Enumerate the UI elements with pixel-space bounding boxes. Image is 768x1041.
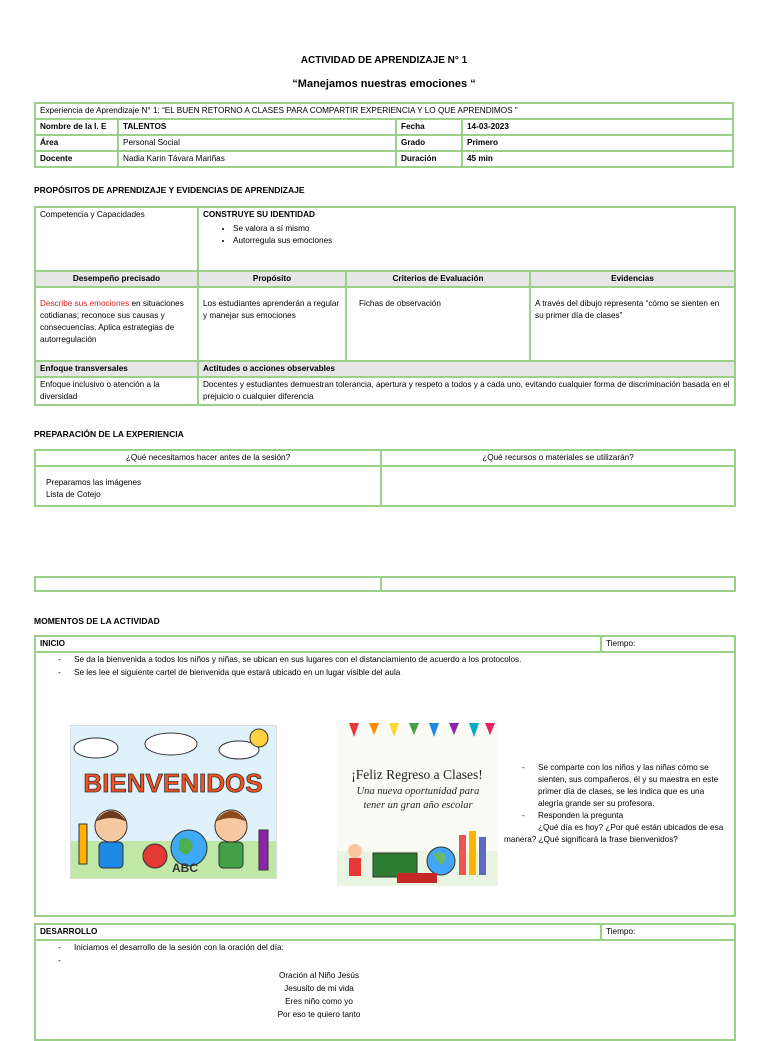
desarrollo-item: - Iniciamos el desarrollo de la sesión con la oración del día:	[58, 942, 730, 955]
prayer-line: Eres niño como yo	[285, 997, 353, 1006]
proposito-cell: Los estudiantes aprenderán a regular y manejar sus emociones	[198, 287, 346, 361]
inicio-side-text	[504, 762, 730, 846]
prayer-title: Oración al Niño Jesús	[278, 971, 360, 980]
propositos-table	[34, 206, 736, 406]
info-table	[34, 102, 734, 168]
dash-mark: -	[522, 811, 525, 820]
prayer-line: Jesusito de mi vida	[284, 984, 354, 993]
regreso-illustration	[337, 723, 498, 886]
desarrollo-body	[35, 940, 735, 1040]
competencia-title: CONSTRUYE SU IDENTIDAD	[203, 210, 315, 219]
prep-question-2: ¿Qué recursos o materiales se utilizarán?	[381, 450, 735, 466]
regreso-image	[337, 723, 498, 886]
empty-cell	[381, 577, 735, 591]
enfoque-label: Enfoque transversales	[35, 361, 198, 377]
nombre-label: Nombre de la I. E	[35, 119, 118, 135]
bienvenidos-image	[70, 725, 277, 879]
abc-text: ABC	[172, 861, 198, 875]
desarrollo-label: DESARROLLO	[35, 924, 601, 940]
empty-cell	[35, 577, 381, 591]
prep-question-1: ¿Qué necesitamos hacer antes de la sesión?	[35, 450, 381, 466]
area-label: Área	[35, 135, 118, 151]
competencia-label: Competencia y Capacidades	[35, 207, 198, 271]
fecha-label: Fecha	[396, 119, 462, 135]
actitudes-value: Docentes y estudiantes demuestran tolerancia, apertura y respeto a todos y a cada uno, evitando cualquier forma de discriminación basada en el prejuicio o cualquier diferencia	[198, 377, 735, 405]
header-evidencias: Evidencias	[530, 271, 735, 287]
docente-value: Nadia Karin Távara Mariñas	[118, 151, 396, 167]
inicio-tiempo: Tiempo:	[601, 636, 735, 652]
regreso-title: ¡Feliz Regreso a Clases!	[351, 767, 483, 782]
section-preparacion: PREPARACIÓN DE LA EXPERIENCIA	[34, 429, 184, 439]
page-title: ACTIVIDAD DE APRENDIZAJE N° 1	[300, 55, 468, 66]
actitudes-label: Actitudes o acciones observables	[198, 361, 735, 377]
capacidad-item: • Autorregula sus emociones	[233, 235, 730, 247]
prep-item: Lista de Cotejo	[46, 490, 101, 499]
header-desempeno: Desempeño precisado	[35, 271, 198, 287]
side-item-2	[504, 810, 730, 822]
bienvenidos-text: BIENVENIDOS	[83, 768, 263, 798]
header-proposito: Propósito	[198, 271, 346, 287]
inicio-label: INICIO	[35, 636, 601, 652]
preparacion-table	[34, 449, 736, 507]
capacidades-list	[203, 223, 730, 247]
desempeno-highlight: Describe sus emociones	[40, 299, 130, 308]
experiencia-cell: Experiencia de Aprendizaje N° 1: “EL BUEN RETORNO A CLASES PARA COMPARTIR EXPERIENCIA Y LO QUE APRENDIMOS ”	[35, 103, 733, 119]
side-item-1	[504, 762, 730, 810]
side-question: ¿Qué día es hoy? ¿Por qué están ubicados de esa manera? ¿Qué significará la frase bienvenidos?	[504, 823, 724, 844]
prep-items-cell	[35, 466, 381, 506]
criterios-cell: Fichas de observación	[346, 287, 530, 361]
inicio-item: - Se les lee el siguiente cartel de bienvenida que estará ubicado en un lugar visible del aula	[58, 667, 730, 680]
enfoque-value: Enfoque inclusivo o atención a la diversidad	[35, 377, 198, 405]
grado-label: Grado	[396, 135, 462, 151]
nombre-value: TALENTOS	[118, 119, 396, 135]
desarrollo-empty-item	[58, 955, 730, 968]
section-propositos: PROPÓSITOS DE APRENDIZAJE Y EVIDENCIAS DE APRENDIZAJE	[34, 185, 305, 195]
empty-table	[34, 576, 736, 592]
prayer-line: Por eso te quiero tanto	[277, 1010, 361, 1019]
side-item-1-text: Se comparte con los niños y las niñas cómo se sienten, sus compañeros, él y su maestra en este primer día de clases, se les indica que es una alegría grande ser su profesora.	[538, 763, 719, 808]
docente-label: Docente	[35, 151, 118, 167]
bienvenidos-illustration	[71, 726, 276, 878]
regreso-subtitle: Una nueva oportunidad para tener un gran año escolar	[356, 786, 480, 811]
desarrollo-tiempo: Tiempo:	[601, 924, 735, 940]
desempeno-cell	[35, 287, 198, 361]
dash-mark: -	[522, 763, 525, 772]
area-value: Personal Social	[118, 135, 396, 151]
competencia-cell	[198, 207, 735, 271]
capacidad-item: • Se valora a sí mismo	[233, 223, 730, 235]
fecha-value: 14-03-2023	[462, 119, 733, 135]
header-criterios: Criterios de Evaluación	[346, 271, 530, 287]
section-momentos: MOMENTOS DE LA ACTIVIDAD	[34, 616, 160, 626]
side-item-2-text: Responden la pregunta	[538, 811, 624, 820]
desempeno-text: en situaciones cotidianas; reconoce sus causas y consecuencias. Aplica estrategias de autorregulación	[40, 299, 184, 344]
prep-item: Preparamos las imágenes	[46, 478, 142, 487]
prayer-block	[214, 969, 424, 1021]
prep-resources-cell	[381, 466, 735, 506]
evidencias-cell: A través del dibujo representa “cómo se sienten en su primer día de clases”	[530, 287, 735, 361]
duracion-label: Duración	[396, 151, 462, 167]
grado-value: Primero	[462, 135, 733, 151]
inicio-item: - Se da la bienvenida a todos los niños y niñas, se ubican en sus lugares con el distanciamiento de acuerdo a los protocolos.	[58, 654, 730, 667]
desarrollo-table	[34, 923, 736, 1041]
page-subtitle: “Manejamos nuestras emociones “	[292, 78, 476, 90]
duracion-value: 45 min	[462, 151, 733, 167]
